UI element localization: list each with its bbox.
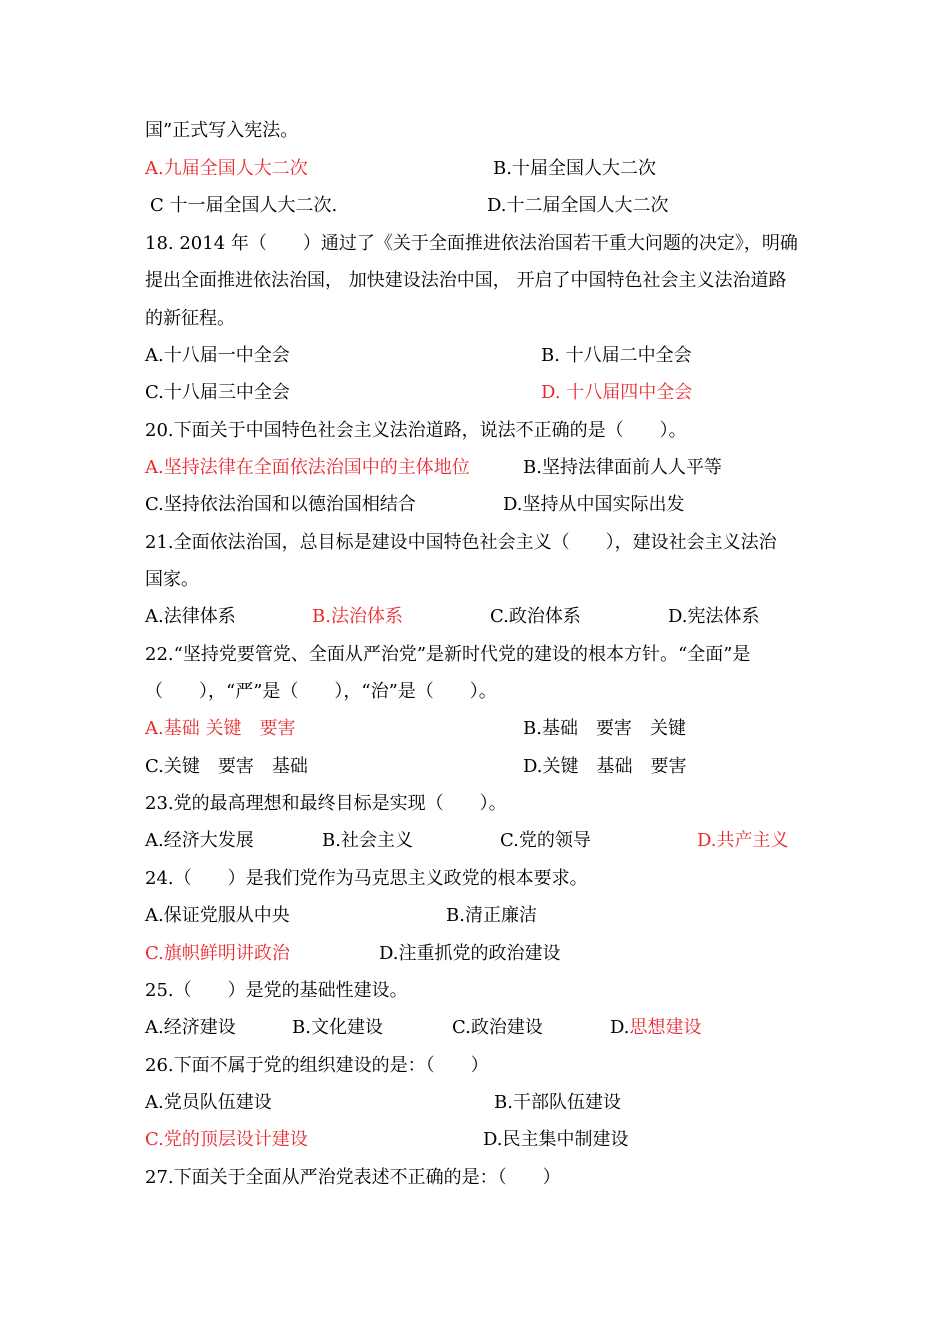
option-20-b: B.坚持法律面前人人平等 bbox=[523, 457, 722, 478]
option-21-b-answer: B.法治体系 bbox=[312, 606, 403, 627]
option-17-b: B.十届全国人大二次 bbox=[493, 158, 656, 179]
option-23-d-answer: D.共产主义 bbox=[697, 830, 789, 851]
option-17-d: D.十二届全国人大二次 bbox=[487, 195, 669, 216]
option-18-b: B. 十八届二中全会 bbox=[541, 345, 692, 366]
question-22-options-row-1 bbox=[0, 717, 950, 741]
option-21-d: D.宪法体系 bbox=[668, 606, 760, 627]
option-18-d-answer: D. 十八届四中全会 bbox=[541, 382, 693, 403]
question-26-options-row-2 bbox=[0, 1128, 950, 1152]
question-22-line-2: （ ），“严”是（ ），“治”是（ ）。 bbox=[145, 681, 497, 702]
question-23: 23.党的最高理想和最终目标是实现（ ）。 bbox=[145, 793, 507, 814]
option-20-d: D.坚持从中国实际出发 bbox=[503, 494, 685, 515]
option-24-b: B.清正廉洁 bbox=[446, 905, 537, 926]
question-23-options bbox=[0, 829, 950, 853]
question-17-options-row-2 bbox=[0, 194, 950, 218]
option-26-b: B.干部队伍建设 bbox=[494, 1092, 621, 1113]
question-21-line-2: 国家。 bbox=[145, 569, 199, 590]
option-23-b: B.社会主义 bbox=[322, 830, 413, 851]
question-20-options-row-2 bbox=[0, 493, 950, 517]
option-25-d-answer-text: 思想建设 bbox=[629, 1017, 702, 1038]
option-18-c: C.十八届三中全会 bbox=[145, 382, 290, 403]
question-21-line-1: 21.全面依法治国，总目标是建设中国特色社会主义（ ），建设社会主义法治 bbox=[145, 532, 777, 553]
option-22-d: D.关键 基础 要害 bbox=[523, 756, 687, 777]
option-20-c: C.坚持依法治国和以德治国相结合 bbox=[145, 494, 416, 515]
question-21-options bbox=[0, 605, 950, 629]
question-20-options-row-1 bbox=[0, 456, 950, 480]
question-26: 26.下面不属于党的组织建设的是：（ ） bbox=[145, 1055, 489, 1076]
question-24-options-row-1 bbox=[0, 904, 950, 928]
question-18-line-1: 18. 2014 年（ ）通过了《关于全面推进依法治国若干重大问题的决定》，明确 bbox=[145, 233, 798, 254]
question-24-options-row-2 bbox=[0, 942, 950, 966]
option-21-c: C.政治体系 bbox=[490, 606, 581, 627]
option-25-c: C.政治建设 bbox=[452, 1017, 543, 1038]
option-17-a-answer: A.九届全国人大二次 bbox=[145, 158, 308, 179]
question-18-line-2: 提出全面推进依法治国， 加快建设法治中国， 开启了中国特色社会主义法治道路 bbox=[145, 270, 787, 291]
question-18-options-row-2 bbox=[0, 381, 950, 405]
question-24: 24.（ ）是我们党作为马克思主义政党的根本要求。 bbox=[145, 868, 588, 889]
option-23-c: C.党的领导 bbox=[500, 830, 591, 851]
option-22-a-answer: A.基础 关键 要害 bbox=[145, 718, 296, 739]
question-22-options-row-2 bbox=[0, 755, 950, 779]
option-24-d: D.注重抓党的政治建设 bbox=[379, 943, 561, 964]
question-17-options-row-1 bbox=[0, 157, 950, 181]
option-24-c-answer: C.旗帜鲜明讲政治 bbox=[145, 943, 290, 964]
question-22-line-1: 22.“坚持党要管党、全面从严治党”是新时代党的建设的根本方针。“全面”是 bbox=[145, 644, 751, 665]
option-25-b: B.文化建设 bbox=[292, 1017, 383, 1038]
option-21-a: A.法律体系 bbox=[145, 606, 236, 627]
question-18-options-row-1 bbox=[0, 344, 950, 368]
option-20-a-answer: A.坚持法律在全面依法治国中的主体地位 bbox=[145, 457, 470, 478]
question-25: 25.（ ）是党的基础性建设。 bbox=[145, 980, 408, 1001]
question-26-options-row-1 bbox=[0, 1091, 950, 1115]
option-22-b: B.基础 要害 关键 bbox=[523, 718, 686, 739]
option-25-d bbox=[610, 1016, 702, 1040]
question-18-line-3: 的新征程。 bbox=[145, 308, 235, 329]
question-25-options bbox=[0, 1016, 950, 1040]
option-25-a: A.经济建设 bbox=[145, 1017, 236, 1038]
question-27: 27.下面关于全面从严治党表述不正确的是：（ ） bbox=[145, 1167, 561, 1188]
option-17-c: C 十一届全国人大二次. bbox=[150, 195, 338, 216]
option-22-c: C.关键 要害 基础 bbox=[145, 756, 308, 777]
question-20: 20.下面关于中国特色社会主义法治道路，说法不正确的是（ ）。 bbox=[145, 420, 687, 441]
option-26-a: A.党员队伍建设 bbox=[145, 1092, 272, 1113]
option-25-d-prefix: D. bbox=[610, 1017, 630, 1038]
option-24-a: A.保证党服从中央 bbox=[145, 905, 290, 926]
option-26-c-answer: C.党的顶层设计建设 bbox=[145, 1129, 308, 1150]
question-17-continuation: 国”正式写入宪法。 bbox=[145, 120, 299, 141]
option-26-d: D.民主集中制建设 bbox=[483, 1129, 629, 1150]
option-23-a: A.经济大发展 bbox=[145, 830, 254, 851]
option-18-a: A.十八届一中全会 bbox=[145, 345, 290, 366]
